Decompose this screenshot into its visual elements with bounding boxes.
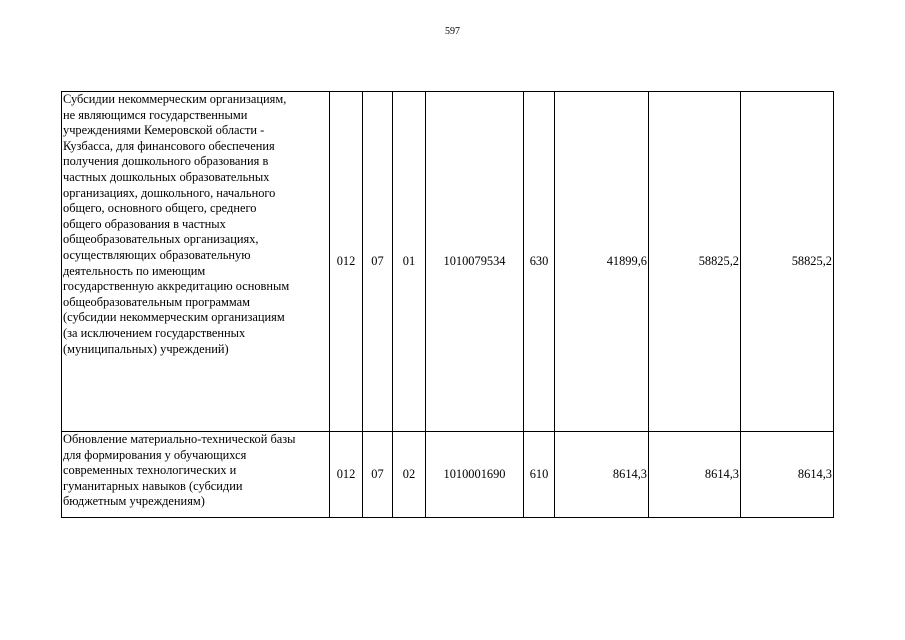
page-number: 597 (445, 26, 460, 37)
description-line: Обновление материально-технической базы (63, 432, 296, 446)
target-article-cell: 1010001690 (426, 432, 524, 518)
expense-type-cell: 630 (524, 92, 555, 432)
description-line: современных технологических и (63, 463, 237, 478)
section-code-cell: 07 (363, 92, 393, 432)
description-line: общеобразовательных организациях, (63, 232, 259, 247)
amount-year-1-cell: 41899,6 (555, 92, 649, 432)
description-line: общего, основного общего, среднего (63, 201, 257, 216)
subsection-code-cell: 02 (393, 432, 426, 518)
description-line: государственную аккредитацию основным (63, 279, 290, 294)
subsection-code-cell: 01 (393, 92, 426, 432)
description-line: бюджетным учреждениям) (63, 494, 205, 509)
amount-year-2-cell: 58825,2 (649, 92, 741, 432)
section-code-cell: 07 (363, 432, 393, 518)
description-line: не являющимся государственными (63, 107, 248, 122)
description-line: (муниципальных) учреждений) (63, 341, 229, 356)
amount-year-3-cell: 58825,2 (741, 92, 834, 432)
ministry-code-cell: 012 (330, 432, 363, 518)
description-line: учреждениями Кемеровской области - (63, 123, 265, 138)
description-line: гуманитарных навыков (субсидии (63, 478, 243, 493)
amount-year-1-cell: 8614,3 (555, 432, 649, 518)
description-cell (62, 92, 330, 432)
description-line: частных дошкольных образовательных (63, 169, 270, 184)
description-line: для формирования у обучающихся (63, 447, 247, 462)
target-article-cell: 1010079534 (426, 92, 524, 432)
description-line: общего образования в частных (63, 216, 226, 231)
description-line: (за исключением государственных (63, 325, 246, 340)
description-line: деятельность по имеющим (63, 263, 206, 278)
amount-year-3-cell: 8614,3 (741, 432, 834, 518)
description-line: организациях, дошкольного, начального (63, 185, 276, 200)
table-row (62, 432, 834, 518)
description-line: (субсидии некоммерческим организациям (63, 310, 285, 325)
description-line: общеобразовательным программам (63, 294, 250, 309)
description-line: осуществляющих образовательную (63, 247, 251, 262)
budget-table (61, 91, 834, 518)
description-line: Субсидии некоммерческим организациям, (63, 92, 287, 106)
expense-type-cell: 610 (524, 432, 555, 518)
amount-year-2-cell: 8614,3 (649, 432, 741, 518)
description-cell (62, 432, 330, 518)
ministry-code-cell: 012 (330, 92, 363, 432)
description-line: Кузбасса, для финансового обеспечения (63, 138, 275, 153)
description-line: получения дошкольного образования в (63, 154, 269, 169)
table-row (62, 92, 834, 432)
